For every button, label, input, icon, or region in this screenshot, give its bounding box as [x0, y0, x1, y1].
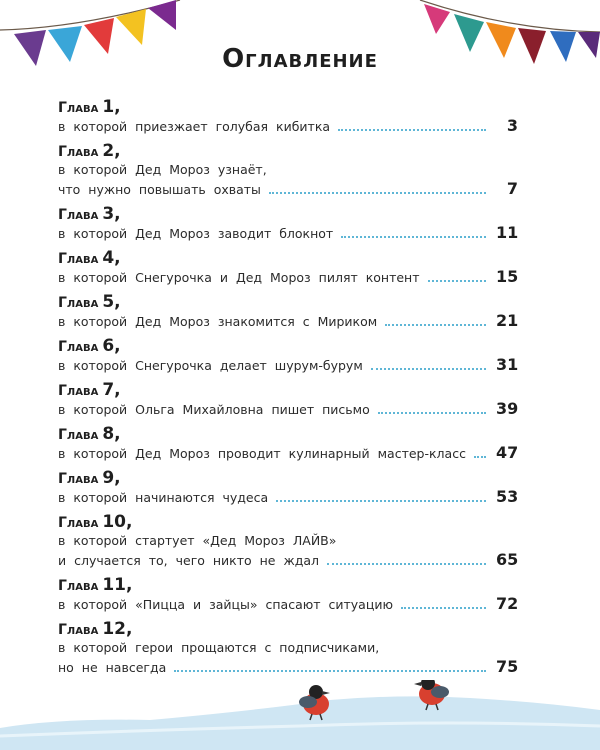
chapter-description-line	[58, 638, 518, 657]
chapter-number: 9,	[102, 468, 121, 488]
toc-entry[interactable]	[58, 513, 518, 569]
toc-entry[interactable]	[58, 293, 518, 330]
chapter-word: Глава	[58, 578, 99, 594]
chapter-description-line	[58, 487, 518, 506]
chapter-heading	[58, 98, 518, 116]
dot-leader	[371, 356, 486, 370]
chapter-number: 4,	[102, 248, 121, 268]
chapter-description-text: в которой герои прощаются с подписчиками,	[58, 640, 380, 655]
chapter-number: 10,	[102, 512, 133, 532]
chapter-heading	[58, 337, 518, 355]
toc-entry[interactable]	[58, 620, 518, 676]
chapter-word: Глава	[58, 339, 99, 355]
chapter-description-line	[58, 179, 518, 198]
chapter-word: Глава	[58, 295, 99, 311]
toc-entry[interactable]	[58, 381, 518, 418]
chapter-description-line	[58, 657, 518, 676]
page-number: 65	[496, 550, 519, 569]
chapter-description-text: но не навсегда	[58, 660, 167, 675]
toc-entry[interactable]	[58, 205, 518, 242]
chapter-description-text: в которой приезжает голубая кибитка	[58, 119, 331, 134]
chapter-description-text: и случается то, чего никто не ждал	[58, 553, 320, 568]
chapter-description-line	[58, 311, 518, 330]
dot-leader	[385, 312, 486, 326]
page-number: 7	[506, 179, 518, 198]
chapter-description-line	[58, 116, 518, 135]
chapter-heading	[58, 576, 518, 594]
chapter-number: 2,	[102, 141, 121, 161]
chapter-description-line	[58, 223, 518, 242]
toc-entry[interactable]	[58, 425, 518, 462]
chapter-number: 7,	[102, 380, 121, 400]
table-of-contents	[58, 98, 518, 683]
chapter-heading	[58, 381, 518, 399]
page-number: 75	[496, 657, 519, 676]
toc-entry[interactable]	[58, 576, 518, 613]
page-number: 11	[496, 223, 519, 242]
chapter-word: Глава	[58, 207, 99, 223]
chapter-description-line	[58, 160, 518, 179]
chapter-description-text: в которой Дед Мороз заводит блокнот	[58, 226, 334, 241]
chapter-description-line	[58, 531, 518, 550]
chapter-word: Глава	[58, 383, 99, 399]
chapter-word: Глава	[58, 471, 99, 487]
chapter-number: 5,	[102, 292, 121, 312]
page-number: 31	[496, 355, 519, 374]
chapter-word: Глава	[58, 515, 99, 531]
chapter-number: 12,	[102, 619, 133, 639]
dot-leader	[327, 551, 486, 565]
flag-icon	[148, 0, 176, 30]
chapter-number: 1,	[102, 97, 121, 117]
chapter-number: 8,	[102, 424, 121, 444]
chapter-description-text: что нужно повышать охваты	[58, 182, 261, 197]
chapter-heading	[58, 469, 518, 487]
snow-ground	[0, 680, 600, 750]
chapter-description-text: в которой начинаются чудеса	[58, 490, 269, 505]
chapter-description-line	[58, 443, 518, 462]
dot-leader	[378, 400, 486, 414]
dot-leader	[269, 180, 486, 194]
chapter-heading	[58, 142, 518, 160]
chapter-description-line	[58, 594, 518, 613]
dot-leader	[341, 224, 486, 238]
page-number: 47	[496, 443, 519, 462]
dot-leader	[401, 595, 486, 609]
page-number: 15	[496, 267, 519, 286]
chapter-word: Глава	[58, 622, 99, 638]
page-number: 3	[506, 116, 518, 135]
chapter-description-text: в которой стартует «Дед Мороз ЛАЙВ»	[58, 533, 337, 548]
chapter-heading	[58, 205, 518, 223]
chapter-description-line	[58, 267, 518, 286]
page-number: 53	[496, 487, 519, 506]
dot-leader	[174, 658, 486, 672]
toc-entry[interactable]	[58, 142, 518, 198]
chapter-description-text: в которой «Пицца и зайцы» спасают ситуацию	[58, 597, 393, 612]
chapter-word: Глава	[58, 427, 99, 443]
chapter-number: 3,	[102, 204, 121, 224]
chapter-word: Глава	[58, 144, 99, 160]
chapter-number: 11,	[102, 575, 133, 595]
page-number: 72	[496, 594, 519, 613]
chapter-number: 6,	[102, 336, 121, 356]
chapter-description-text: в которой Ольга Михайловна пишет письмо	[58, 402, 370, 417]
chapter-heading	[58, 620, 518, 638]
chapter-heading	[58, 425, 518, 443]
chapter-heading	[58, 249, 518, 267]
chapter-heading	[58, 293, 518, 311]
chapter-word: Глава	[58, 100, 99, 116]
toc-entry[interactable]	[58, 98, 518, 135]
toc-entry[interactable]	[58, 469, 518, 506]
chapter-description-text: в которой Дед Мороз знакомится с Мириком	[58, 314, 378, 329]
page-title: Оглавление	[222, 44, 378, 74]
dot-leader	[276, 488, 486, 502]
chapter-description-text: в которой Снегурочка делает шурум-бурум	[58, 358, 363, 373]
chapter-description-text: в которой Снегурочка и Дед Мороз пилят контент	[58, 270, 420, 285]
toc-entry[interactable]	[58, 337, 518, 374]
chapter-description-line	[58, 550, 518, 569]
chapter-heading	[58, 513, 518, 531]
page-number: 21	[496, 311, 519, 330]
dot-leader	[474, 444, 486, 458]
chapter-description-text: в которой Дед Мороз узнаёт,	[58, 162, 267, 177]
dot-leader	[338, 117, 486, 131]
chapter-description-line	[58, 355, 518, 374]
chapter-word: Глава	[58, 251, 99, 267]
chapter-description-line	[58, 399, 518, 418]
page-number: 39	[496, 399, 519, 418]
toc-entry[interactable]	[58, 249, 518, 286]
chapter-description-text: в которой Дед Мороз проводит кулинарный мастер-класс	[58, 446, 466, 461]
dot-leader	[428, 268, 486, 282]
